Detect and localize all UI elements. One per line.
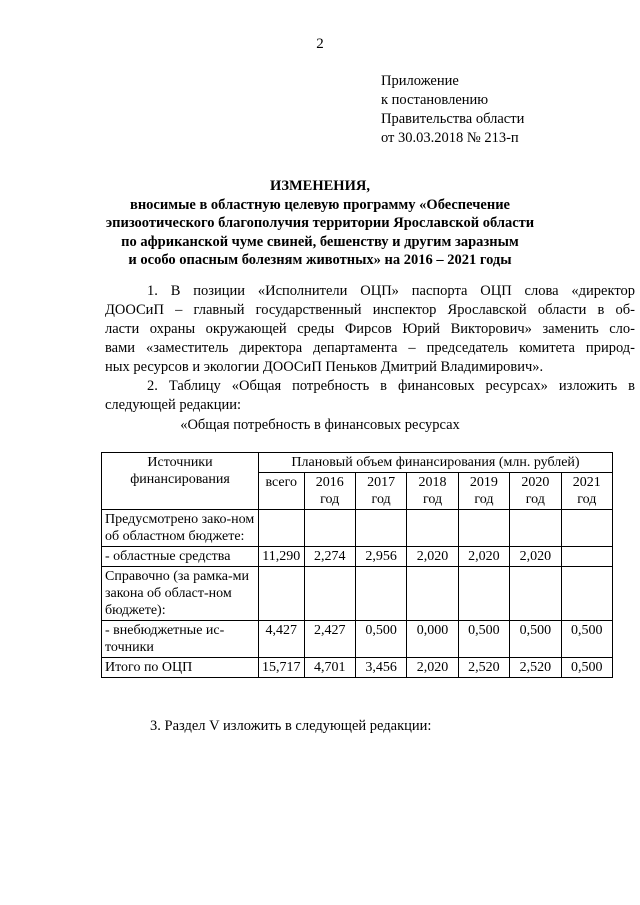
year-header: 2021 год xyxy=(561,473,612,510)
cell xyxy=(407,567,458,621)
cell xyxy=(561,510,612,547)
plan-header: Плановый объем финансирования (млн. рублей) xyxy=(259,453,613,473)
appendix-line: Правительства области xyxy=(381,111,525,127)
cell: 11,290 xyxy=(259,547,305,567)
cell xyxy=(510,567,561,621)
financing-table xyxy=(101,452,613,678)
year-header: 2017 год xyxy=(355,473,406,510)
row-label: Справочно (за рамка-ми закона об област-ном бюджете): xyxy=(102,567,259,621)
table-header-row xyxy=(102,453,613,473)
appendix-line: к постановлению xyxy=(381,92,489,108)
item-2-line: следующей редакции: xyxy=(105,397,242,413)
cell xyxy=(304,567,355,621)
cell: 2,020 xyxy=(407,658,458,678)
cell: 0,500 xyxy=(561,621,612,658)
year-header: 2020 год xyxy=(510,473,561,510)
cell xyxy=(407,510,458,547)
item-1-line: вами «заместитель директора департамента – председатель комитета природ- xyxy=(105,340,635,356)
cell xyxy=(561,567,612,621)
heading-line: вносимые в областную целевую программу «Обеспечение xyxy=(129,196,510,213)
cell: 2,020 xyxy=(510,547,561,567)
item-1-line: 1. В позиции «Исполнители ОЦП» паспорта ОЦП слова «директор xyxy=(147,283,635,299)
cell: 15,717 xyxy=(259,658,305,678)
year-header: 2019 год xyxy=(458,473,509,510)
heading-line: и особо опасным болезням животных» на 2016 – 2021 годы xyxy=(128,252,512,268)
table-row xyxy=(102,510,613,547)
heading-line: по африканской чуме свиней, бешенству и другим заразным xyxy=(121,233,519,250)
cell xyxy=(304,510,355,547)
heading-line: эпизоотического благополучия территории Ярославской области xyxy=(105,215,535,231)
cell xyxy=(510,510,561,547)
cell xyxy=(355,567,406,621)
total-header: всего xyxy=(259,473,305,510)
cell xyxy=(458,510,509,547)
cell xyxy=(458,567,509,621)
appendix-line: от 30.03.2018 № 213-п xyxy=(381,130,519,146)
cell: 3,456 xyxy=(355,658,406,678)
cell: 4,427 xyxy=(259,621,305,658)
document-heading xyxy=(80,177,560,270)
cell xyxy=(259,567,305,621)
heading-title: ИЗМЕНЕНИЯ, xyxy=(270,178,370,194)
table-row xyxy=(102,567,613,621)
row-label: - областные средства xyxy=(102,547,259,567)
item-1-line: ДООСиП – главный государственный инспектор Ярославской области в об- xyxy=(105,302,635,318)
sources-header: Источники финансирования xyxy=(102,453,259,510)
cell: 0,500 xyxy=(458,621,509,658)
year-header: 2018 год xyxy=(407,473,458,510)
table-row xyxy=(102,621,613,658)
table-title: «Общая потребность в финансовых ресурсах xyxy=(180,417,460,433)
cell: 2,274 xyxy=(304,547,355,567)
cell: 2,520 xyxy=(458,658,509,678)
cell xyxy=(259,510,305,547)
cell: 2,427 xyxy=(304,621,355,658)
cell: 0,000 xyxy=(407,621,458,658)
year-header: 2016 год xyxy=(304,473,355,510)
cell: 2,956 xyxy=(355,547,406,567)
table-row xyxy=(102,547,613,567)
item-2-line: 2. Таблицу «Общая потребность в финансовых ресурсах» изложить в xyxy=(147,378,635,394)
item-3-paragraph: 3. Раздел V изложить в следующей редакции: xyxy=(150,718,432,734)
item-2-paragraph xyxy=(105,377,635,415)
cell: 0,500 xyxy=(355,621,406,658)
row-label: Предусмотрено зако-ном об областном бюджете: xyxy=(102,510,259,547)
page-number: 2 xyxy=(316,36,324,52)
appendix-line: Приложение xyxy=(381,73,459,89)
item-1-paragraph xyxy=(105,282,635,377)
cell: 2,020 xyxy=(407,547,458,567)
cell: 0,500 xyxy=(510,621,561,658)
cell: 4,701 xyxy=(304,658,355,678)
appendix-block xyxy=(381,72,524,148)
row-label: Итого по ОЦП xyxy=(102,658,259,678)
row-label: - внебюджетные ис-точники xyxy=(102,621,259,658)
item-1-line: ных ресурсов и экологии ДООСиП Пеньков Дмитрий Владимирович». xyxy=(105,359,544,375)
cell: 0,500 xyxy=(561,658,612,678)
table-row-total xyxy=(102,658,613,678)
cell xyxy=(355,510,406,547)
item-1-line: ласти охраны окружающей среды Фирсов Юрий Викторович» заменить сло- xyxy=(105,321,635,337)
cell xyxy=(561,547,612,567)
cell: 2,520 xyxy=(510,658,561,678)
cell: 2,020 xyxy=(458,547,509,567)
